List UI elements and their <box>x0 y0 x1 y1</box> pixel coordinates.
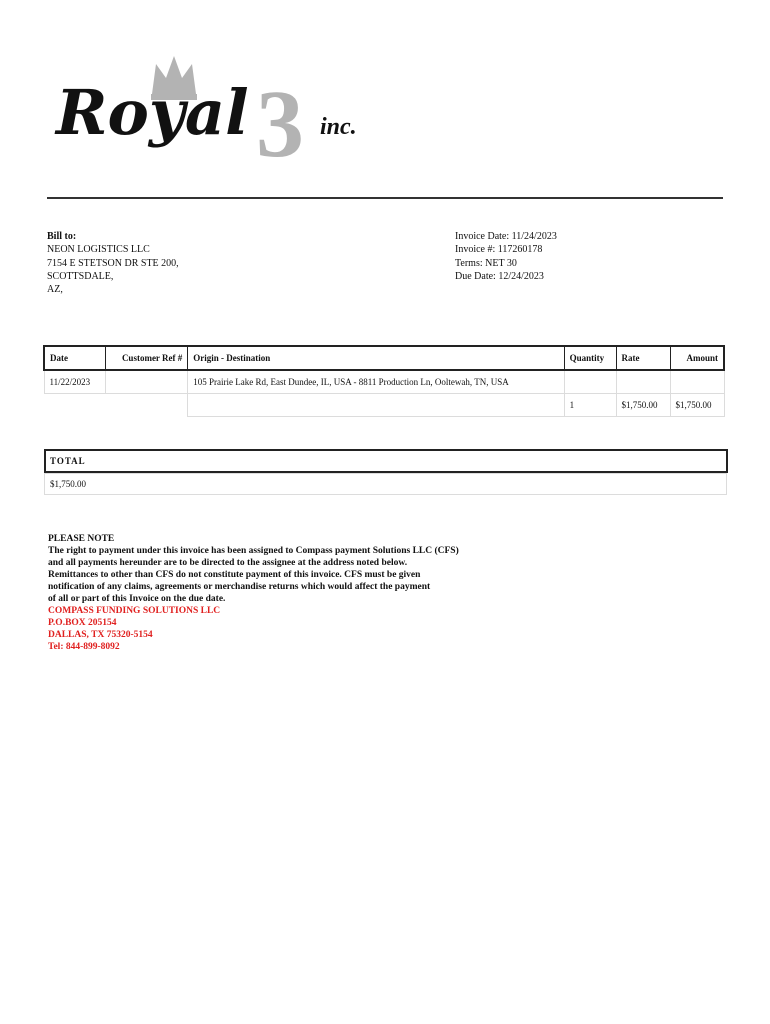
assignment-notice <box>48 533 459 653</box>
cell-rate <box>616 370 670 394</box>
invoice-terms: Terms: NET 30 <box>455 257 517 269</box>
header-divider <box>47 197 723 199</box>
total-label: TOTAL <box>44 449 728 473</box>
cell-empty <box>44 394 106 417</box>
invoice-due-date: Due Date: 12/24/2023 <box>455 270 544 282</box>
remit-phone: Tel: 844-899-8092 <box>48 642 120 652</box>
logo-suffix: inc. <box>320 114 357 140</box>
cell-origin-destination <box>188 394 564 417</box>
table-row <box>44 394 724 417</box>
bill-to-address: 7154 E STETSON DR STE 200, <box>47 257 179 269</box>
total-value: $1,750.00 <box>44 473 727 495</box>
notice-line: of all or part of this Invoice on the due date. <box>48 594 226 604</box>
cell-amount <box>670 370 724 394</box>
cell-origin-destination: 105 Prairie Lake Rd, East Dundee, IL, USA - 8811 Production Ln, Ooltewah, TN, USA <box>188 370 564 394</box>
bill-to-label: Bill to: <box>47 231 77 242</box>
notice-line: notification of any claims, agreements or merchandise returns which would affect the payment <box>48 582 431 592</box>
bill-to-state: AZ, <box>47 284 63 296</box>
invoice-info-block <box>455 230 557 283</box>
invoice-date: Invoice Date: 11/24/2023 <box>455 231 557 242</box>
notice-line: Remittances to other than CFS do not constitute payment of this invoice. CFS must be given <box>48 570 421 580</box>
table-header-row <box>44 346 724 370</box>
col-header-quantity: Quantity <box>564 346 616 370</box>
remit-company: COMPASS FUNDING SOLUTIONS LLC <box>48 606 221 616</box>
line-items-table <box>43 345 725 417</box>
notice-line: and all payments hereunder are to be directed to the assignee at the address noted below. <box>48 558 408 568</box>
bill-to-block <box>47 230 179 296</box>
col-header-amount: Amount <box>670 346 724 370</box>
cell-date: 11/22/2023 <box>44 370 106 394</box>
invoice-number: Invoice #: 117260178 <box>455 244 543 256</box>
cell-empty <box>106 394 188 417</box>
notice-heading: PLEASE NOTE <box>48 534 115 544</box>
remit-city: DALLAS, TX 75320-5154 <box>48 630 153 640</box>
royal-3-inc-logo <box>52 52 392 164</box>
table-row <box>44 370 724 394</box>
bill-to-name: NEON LOGISTICS LLC <box>47 244 150 256</box>
cell-quantity <box>564 370 616 394</box>
cell-rate: $1,750.00 <box>616 394 670 417</box>
col-header-date: Date <box>44 346 106 370</box>
logo-numeral: 3 <box>256 70 304 164</box>
cell-customer-ref <box>106 370 188 394</box>
col-header-origin-destination: Origin - Destination <box>188 346 564 370</box>
notice-line: The right to payment under this invoice has been assigned to Compass payment Solutions LLC (CFS) <box>48 546 459 556</box>
cell-quantity: 1 <box>564 394 616 417</box>
cell-amount: $1,750.00 <box>670 394 724 417</box>
logo-wordmark: Royal <box>56 76 249 149</box>
col-header-rate: Rate <box>616 346 670 370</box>
bill-to-city: SCOTTSDALE, <box>47 270 114 282</box>
col-header-customer-ref: Customer Ref # <box>106 346 188 370</box>
remit-pobox: P.O.BOX 205154 <box>48 618 117 628</box>
